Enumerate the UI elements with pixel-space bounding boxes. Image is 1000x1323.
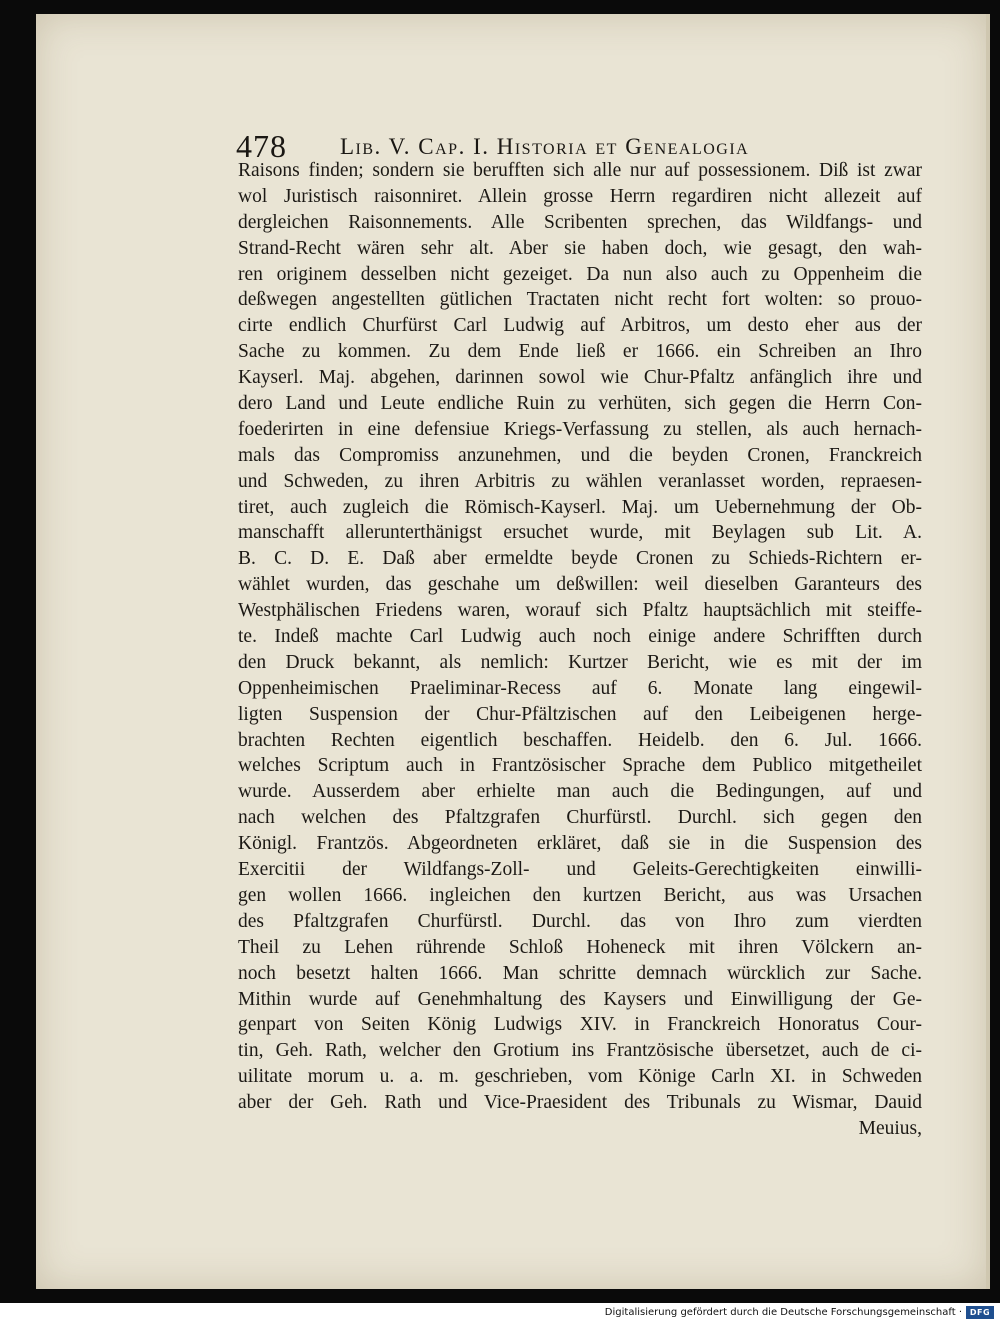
text-line: tin, Geh. Rath, welcher den Grotium ins Frantzösische übersetzet, auch de ci- bbox=[238, 1040, 922, 1062]
text-line: gen wollen 1666. ingleichen den kurtzen Bericht, aus was Ursachen bbox=[238, 884, 922, 906]
text-line: wurde. Ausserdem aber erhielte man auch die Bedingungen, auf und bbox=[238, 781, 922, 803]
text-line: des Pfaltzgrafen Churfürstl. Durchl. das von Ihro zum vierdten bbox=[238, 910, 922, 932]
text-line: Exercitii der Wildfangs-Zoll- und Geleits-Gerechtigkeiten einwilli- bbox=[238, 859, 922, 881]
text-line: Theil zu Lehen rührende Schloß Hoheneck mit ihren Völckern an- bbox=[238, 936, 922, 958]
text-line: den Druck bekannt, als nemlich: Kurtzer Bericht, wie es mit der im bbox=[238, 651, 922, 673]
funding-credit: Digitalisierung gefördert durch die Deutsche Forschungsgemeinschaft · bbox=[604, 1307, 962, 1318]
text-line: uilitate morum u. a. m. geschrieben, vom Könige Carln XI. in Schweden bbox=[238, 1066, 922, 1088]
text-line: manschafft allerunterthänigst ersuchet wurde, mit Beylagen sub Lit. A. bbox=[238, 522, 922, 544]
text-line: ren originem desselben nicht gezeiget. Da nun also auch zu Oppenheim die bbox=[238, 263, 922, 285]
text-line: welches Scriptum auch in Frantzösischer Sprache dem Publico mitgetheilet bbox=[238, 755, 922, 777]
text-line: nach welchen des Pfaltzgrafen Churfürstl. Durchl. sich gegen den bbox=[238, 807, 922, 829]
text-line: aber der Geh. Rath und Vice-Praesident des Tribunals zu Wismar, Dauid bbox=[238, 1092, 922, 1114]
text-line: mals das Compromiss anzunehmen, und die beyden Cronen, Franckreich bbox=[238, 444, 922, 466]
text-line: te. Indeß machte Carl Ludwig auch noch einige andere Schrifften durch bbox=[238, 626, 922, 648]
text-line: ligten Suspension der Chur-Pfältzischen auf den Leibeigenen herge- bbox=[238, 703, 922, 725]
text-line: dero Land und Leute endliche Ruin zu verhüten, sich gegen die Herrn Con- bbox=[238, 393, 922, 415]
text-line: Oppenheimischen Praeliminar-Recess auf 6. Monate lang eingewil- bbox=[238, 677, 922, 699]
dfg-logo: DFG bbox=[966, 1306, 994, 1319]
text-line: deßwegen angestellten gütlichen Tractaten nicht recht fort wolten: so prouo- bbox=[238, 289, 922, 311]
body-text bbox=[238, 158, 922, 1142]
text-line: tiret, auch zugleich die Römisch-Kayserl. Maj. um Uebernehmung der Ob- bbox=[238, 496, 922, 518]
text-line: Strand-Recht wären sehr alt. Aber sie haben doch, wie gesagt, den wah- bbox=[238, 237, 922, 259]
text-line: Königl. Frantzös. Abgeordneten erkläret, daß sie in die Suspension des bbox=[238, 833, 922, 855]
text-line: cirte endlich Churfürst Carl Ludwig auf Arbitros, um desto eher aus der bbox=[238, 315, 922, 337]
text-line: und Schweden, zu ihren Arbitris zu wählen veranlasset worden, repraesen- bbox=[238, 470, 922, 492]
text-line: wählet wurden, das geschahe um deßwillen: weil dieselben Garanteurs des bbox=[238, 574, 922, 596]
text-line: foederirten in eine defensiue Kriegs-Verfassung zu stellen, als auch hernach- bbox=[238, 418, 922, 440]
page-number: 478 bbox=[236, 128, 287, 164]
text-line: Meuius, bbox=[858, 1117, 922, 1139]
text-line: genpart von Seiten König Ludwigs XIV. in Franckreich Honoratus Cour- bbox=[238, 1014, 922, 1036]
text-line: brachten Rechten eigentlich beschaffen. Heidelb. den 6. Jul. 1666. bbox=[238, 729, 922, 751]
running-head-title: Lib. V. Cap. I. Historia et Genealogia bbox=[340, 134, 750, 159]
text-line: Westphälischen Friedens waren, worauf sich Pfaltz hauptsächlich mit steiffe- bbox=[238, 600, 922, 622]
footer-bar bbox=[0, 1303, 1000, 1323]
text-line: Sache zu kommen. Zu dem Ende ließ er 1666. ein Schreiben an Ihro bbox=[238, 341, 922, 363]
text-line: Raisons finden; sondern sie berufften sich alle nur auf possessionem. Diß ist zwar bbox=[238, 160, 922, 181]
text-line: Mithin wurde auf Genehmhaltung des Kaysers und Einwilligung der Ge- bbox=[238, 988, 922, 1010]
text-line: dergleichen Raisonnements. Alle Scribenten sprechen, das Wildfangs- und bbox=[238, 211, 922, 233]
text-line: wol Juristisch raisonniret. Allein grosse Herrn regardiren nicht allezeit auf bbox=[238, 185, 922, 207]
text-line: noch besetzt halten 1666. Man schritte demnach würcklich zur Sache. bbox=[238, 962, 922, 984]
text-line: B. C. D. E. Daß aber ermeldte beyde Cronen zu Schieds-Richtern er- bbox=[238, 548, 922, 570]
text-line: Kayserl. Maj. abgehen, darinnen sowol wie Chur-Pfaltz anfänglich ihre und bbox=[238, 367, 922, 389]
